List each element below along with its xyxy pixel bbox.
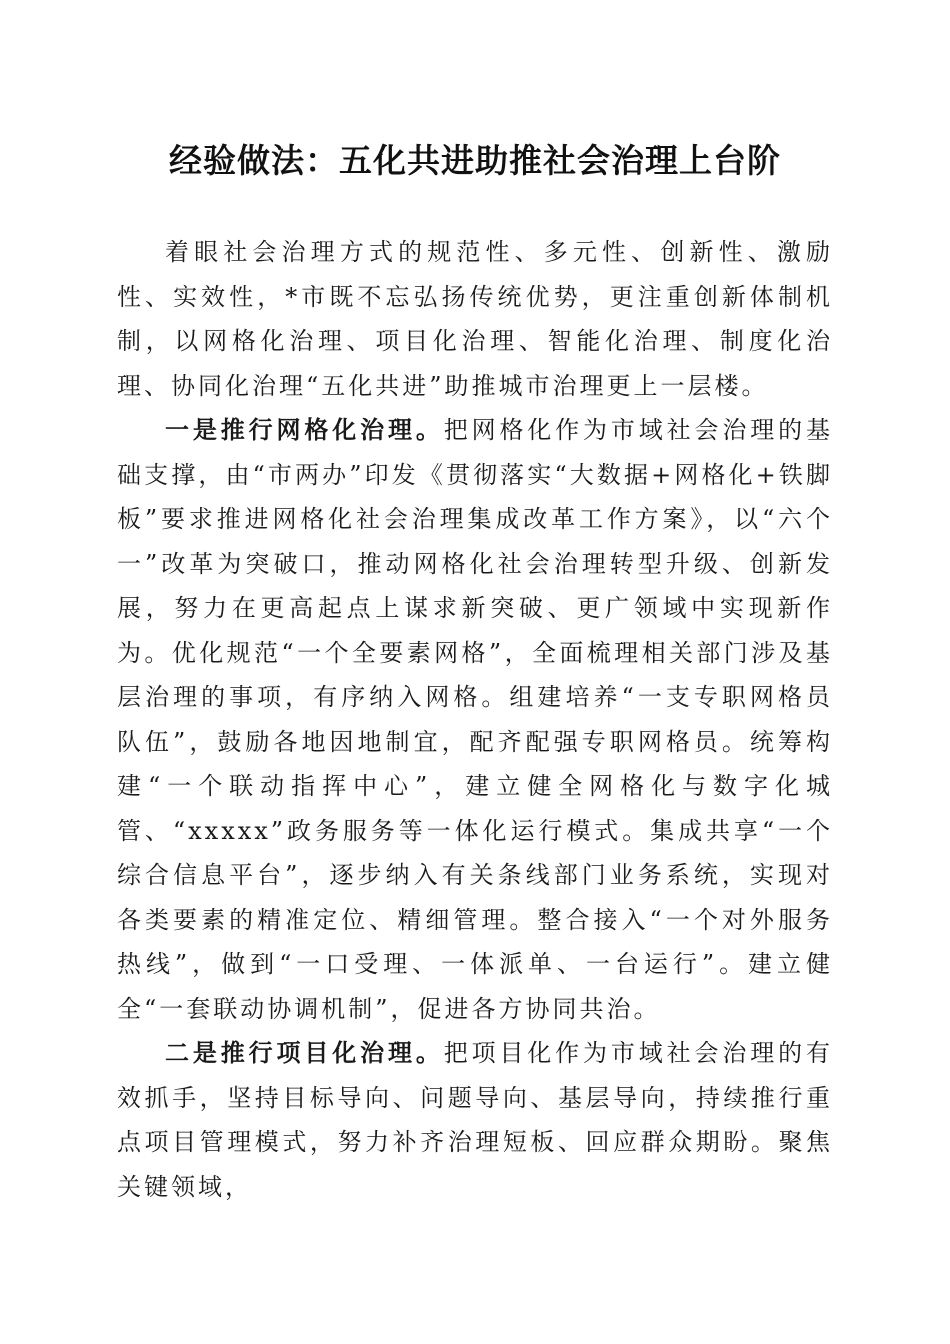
paragraph-text: 把项目化作为市域社会治理的有效抓手，坚持目标导向、问题导向、基层导向，持续推行重点项目管理模式，努力补齐治理短板、回应群众期盼。聚焦关键领域， <box>117 1039 834 1201</box>
paragraph-project-governance <box>117 1031 833 1209</box>
paragraph-text: 着眼社会治理方式的规范性、多元性、创新性、激励性、实效性，*市既不忘弘扬传统优势，更注重创新体制机制，以网格化治理、项目化治理、智能化治理、制度化治理、协同化治理“五化共进”助推城市治理更上一层楼。 <box>117 238 833 400</box>
paragraph-grid-governance <box>117 408 833 1031</box>
paragraph-text: 把网格化作为市域社会治理的基础支撑，由“市两办”印发《贯彻落实“大数据+网格化+铁脚板”要求推进网格化社会治理集成改革工作方案》，以“六个一”改革为突破口，推动网格化社会治理转型升级、创新发展，努力在更高起点上谋求新突破、更广领域中实现新作为。优化规范“一个全要素网格”，全面梳理相关部门涉及基层治理的事项，有序纳入网格。组建培养“一支专职网格员队伍”，鼓励各地因地制宜，配齐配强专职网格员。统筹构建“一个联动指挥中心”，建立健全网格化与数字化城管、“xxxxx”政务服务等一体化运行模式。集成共享“一个综合信息平台”，逐步纳入有关条线部门业务系统，实现对各类要素的精准定位、精细管理。整合接入“一个对外服务热线”，做到“一口受理、一体派单、一台运行”。建立健全“一套联动协调机制”，促进各方协同共治。 <box>117 416 834 1023</box>
document-title: 经验做法：五化共进助推社会治理上台阶 <box>169 141 781 180</box>
paragraph-lead: 一是推行网格化治理。 <box>165 415 444 444</box>
document-body <box>117 230 833 1209</box>
paragraph-lead: 二是推行项目化治理。 <box>165 1038 444 1067</box>
paragraph-intro <box>117 230 833 408</box>
